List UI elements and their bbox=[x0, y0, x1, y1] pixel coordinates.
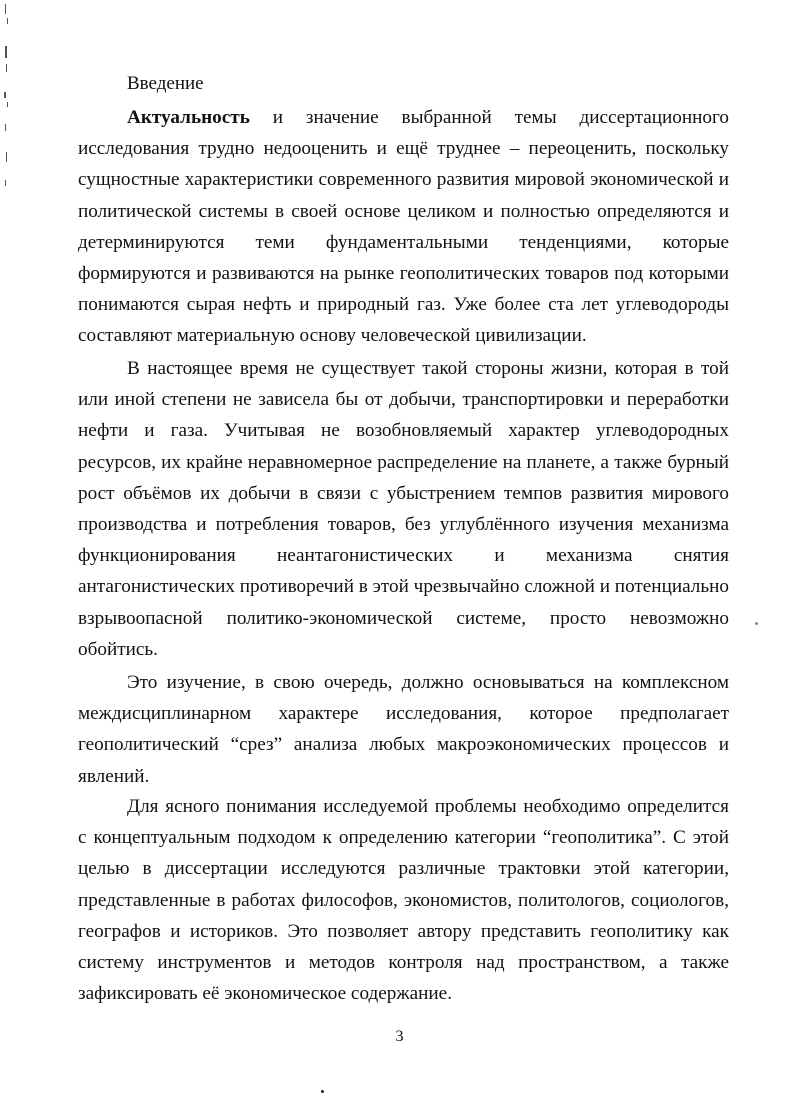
paragraph-2: В настоящее время не существует такой стороны жизни, которая в той или иной степени не зависела бы от добычи, транспортировки и переработки нефти и газа. Учитывая не возобновляемый характер углеводородных ресурсов, их крайне неравномерное распределение на планете, а также бурный рост объёмов их добычи в связи с убыстрением темпов развития мирового производства и потребления товаров, без углублённого изучения механизма функционирования неантагонистических и механизма снятия антагонистических противоречий в этой чрезвычайно сложной и потенциально взрывоопасной политико-экономической системе, просто невозможно обойтись. bbox=[78, 358, 729, 660]
paragraph-3: Это изучение, в свою очередь, должно основываться на комплексном междисциплинарном характере исследования, которое предполагает геополитический “срез” анализа любых макроэкономических процессов и явлений. bbox=[78, 672, 729, 787]
scan-edge-artifacts bbox=[3, 4, 13, 194]
paragraph-1-lead: Актуальность bbox=[127, 107, 250, 128]
scan-speck bbox=[755, 622, 758, 625]
paragraph-1 bbox=[78, 102, 729, 352]
section-heading: Введение bbox=[127, 73, 204, 94]
scan-speck bbox=[321, 1090, 324, 1093]
paragraph-1-text: и значение выбранной темы диссертационного исследования трудно недооценить и ещё труднее – переоценить, поскольку сущностные характеристики современного развития мировой экономической и политической системы в своей основе целиком и полностью определяются и детерминируются теми фундаментальными тенденциями, которые формируются и развиваются на рынке геополитических товаров под которыми понимаются сырая нефть и природный газ. Уже более ста лет углеводороды составляют материальную основу человеческой цивилизации. bbox=[78, 107, 729, 347]
page-number: 3 bbox=[395, 1028, 404, 1045]
paragraph-4: Для ясного понимания исследуемой проблемы необходимо определится с концептуальным подходом к определению категории “геополитика”. С этой целью в диссертации исследуются различные трактовки этой категории, представленные в работах философов, экономистов, политологов, социологов, географов и историков. Это позволяет автору представить геополитику как систему инструментов и методов контроля над пространством, а также зафиксировать её экономическое содержание. bbox=[78, 796, 729, 1005]
